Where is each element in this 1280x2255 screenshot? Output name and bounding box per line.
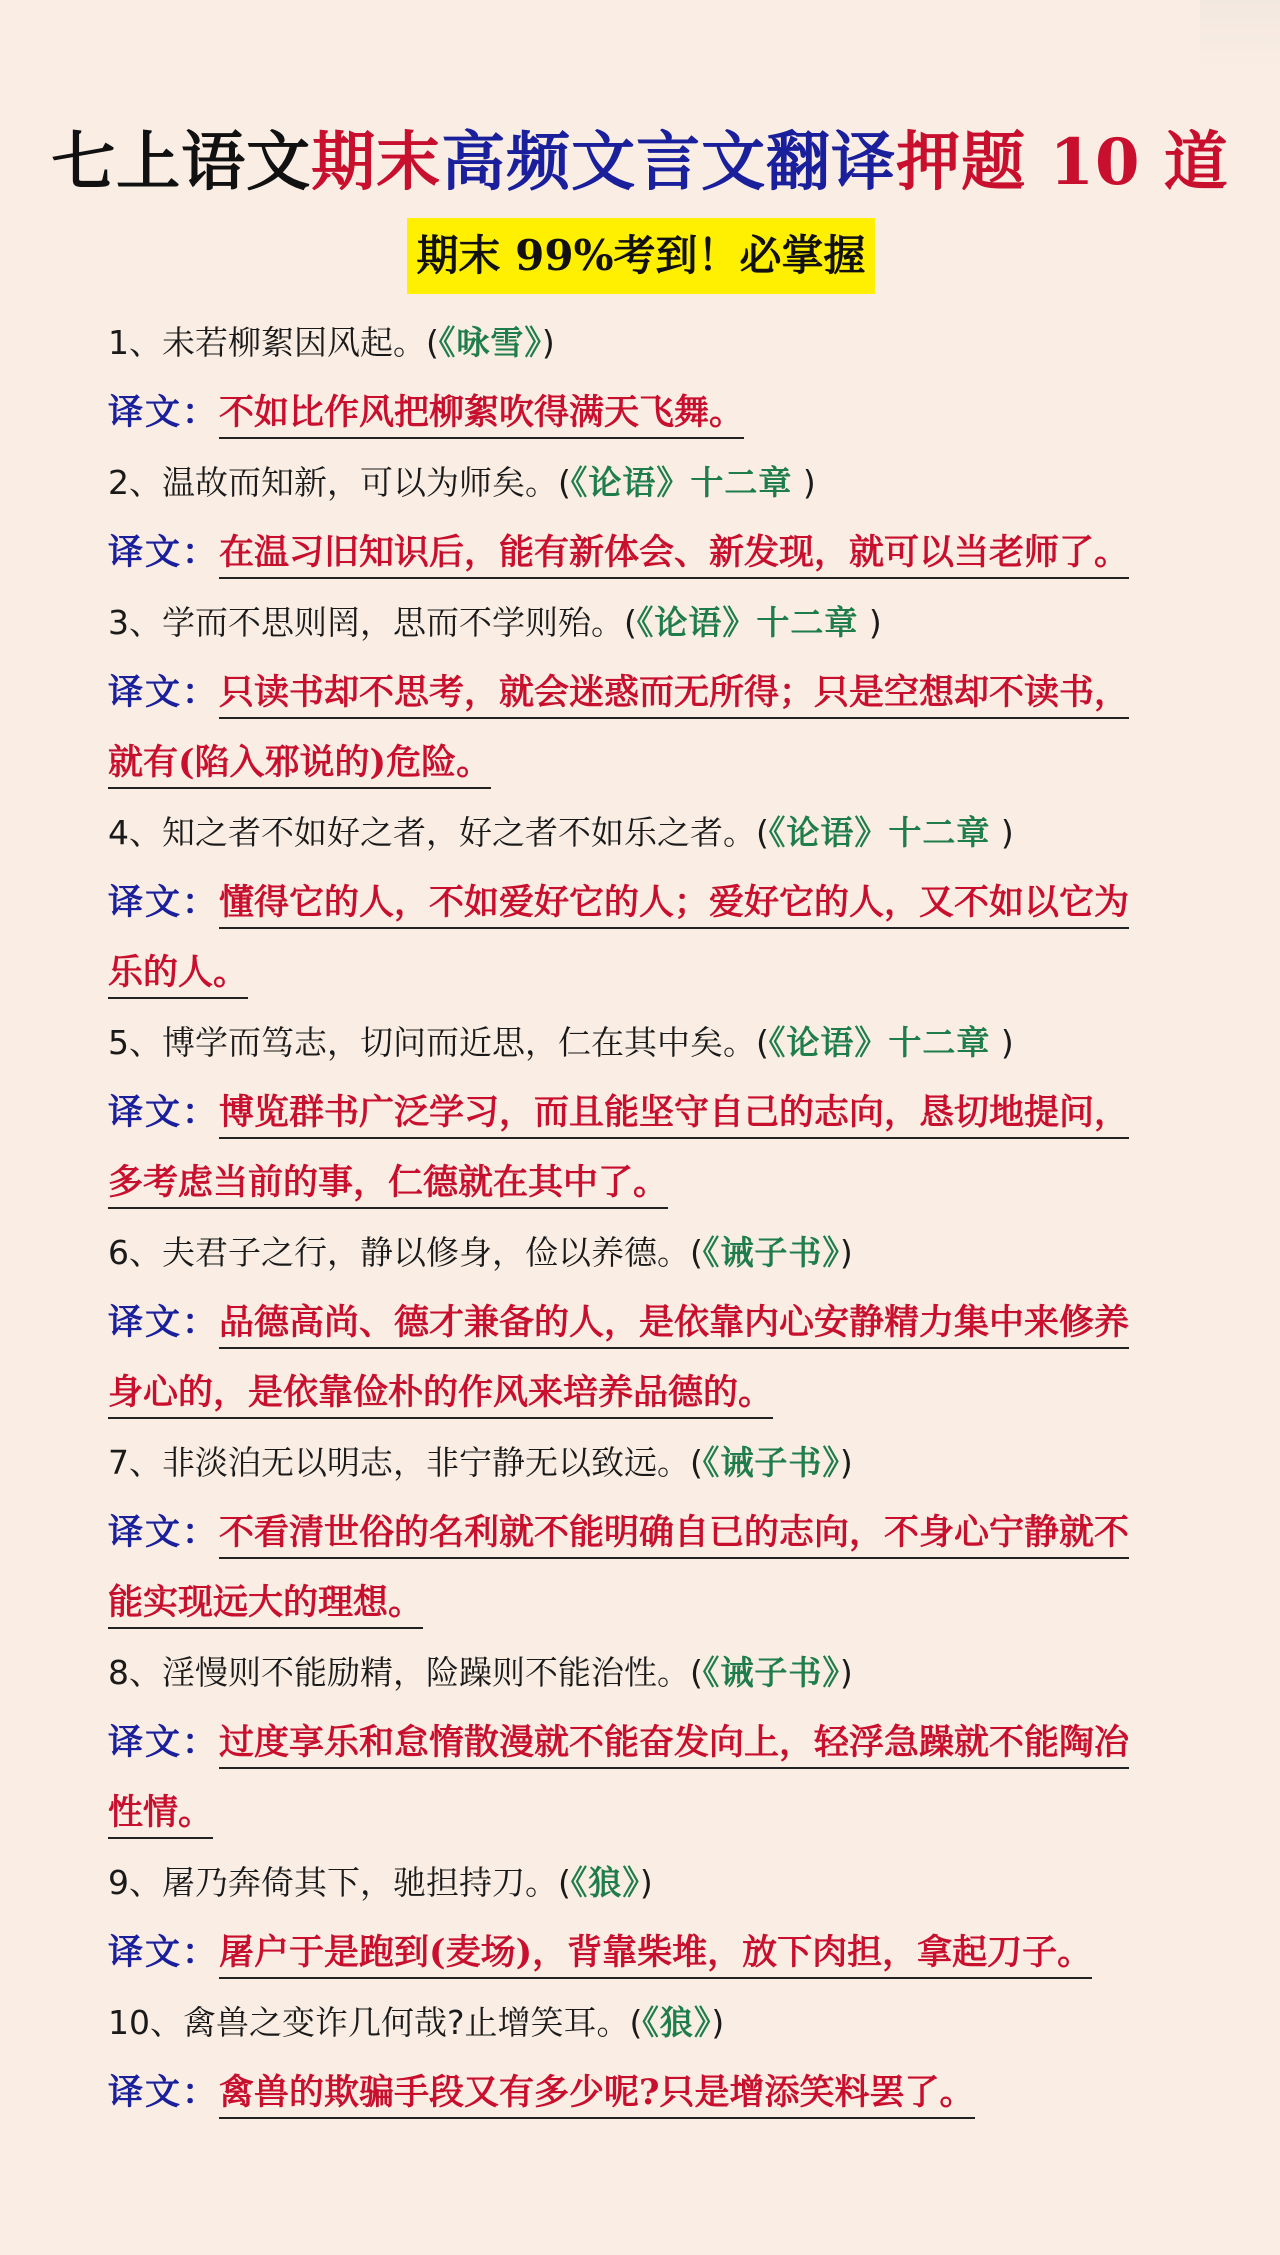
question-item [108, 1988, 1174, 2128]
question-close-paren: ) [858, 603, 882, 642]
translation-line [108, 868, 1174, 938]
question-item [108, 1638, 1174, 1848]
translation-label: 译文： [108, 1092, 220, 1133]
question-list [108, 308, 1174, 2128]
translation-line [108, 728, 1174, 798]
question-close-paren: ) [990, 813, 1014, 852]
question-text: 10、禽兽之变诈几何哉?止增笑耳。( [108, 2003, 643, 2042]
question-close-paren: ) [839, 1443, 853, 1482]
translation-block [108, 518, 1174, 588]
translation-text: 就有(陷入邪说的)危险。 [108, 742, 491, 789]
question-line [108, 308, 1174, 378]
question-line [108, 798, 1174, 868]
question-item [108, 798, 1174, 1008]
question-item [108, 1848, 1174, 1988]
translation-block [108, 2058, 1174, 2128]
source-title: 《论语》十二章 [768, 1023, 991, 1062]
question-text: 8、淫慢则不能励精，险躁则不能治性。( [108, 1653, 703, 1692]
translation-block [108, 1498, 1174, 1638]
question-text: 5、博学而笃志，切问而近思，仁在其中矣。( [108, 1023, 769, 1062]
translation-line [108, 2058, 1174, 2128]
translation-label: 译文： [108, 1722, 220, 1763]
translation-block [108, 378, 1174, 448]
translation-line [108, 1498, 1174, 1568]
translation-text: 屠户于是跑到(麦场)，背靠柴堆，放下肉担，拿起刀子。 [219, 1932, 1092, 1979]
translation-label: 译文： [108, 1512, 220, 1553]
translation-block [108, 1288, 1174, 1428]
question-close-paren: ) [792, 463, 816, 502]
question-item [108, 308, 1174, 448]
title-part-2: 期末 [311, 125, 442, 200]
source-title: 《诫子书》 [702, 1233, 840, 1272]
translation-block [108, 1078, 1174, 1218]
page-title [0, 118, 1280, 208]
question-line [108, 1008, 1174, 1078]
question-line [108, 1218, 1174, 1288]
translation-text: 能实现远大的理想。 [108, 1582, 423, 1629]
question-line [108, 588, 1174, 658]
translation-line [108, 1778, 1174, 1848]
translation-block [108, 1708, 1174, 1848]
question-item [108, 1218, 1174, 1428]
translation-line [108, 518, 1174, 588]
question-item [108, 588, 1174, 798]
translation-text: 禽兽的欺骗手段又有多少呢?只是增添笑料罢了。 [219, 2072, 975, 2119]
question-text: 1、未若柳絮因风起。( [108, 323, 439, 362]
translation-label: 译文： [108, 392, 220, 433]
question-item [108, 448, 1174, 588]
translation-line [108, 1918, 1174, 1988]
source-title: 《咏雪》 [438, 323, 542, 362]
translation-text: 不看清世俗的名利就不能明确自已的志向，不身心宁静就不 [219, 1512, 1129, 1559]
subtitle-container [0, 218, 1280, 294]
translation-line [108, 1568, 1174, 1638]
translation-block [108, 868, 1174, 1008]
question-text: 9、屠乃奔倚其下，驰担持刀。( [108, 1863, 571, 1902]
translation-label: 译文： [108, 882, 220, 923]
question-close-paren: ) [639, 1863, 653, 1902]
translation-text: 懂得它的人，不如爱好它的人；爱好它的人，又不如以它为 [219, 882, 1129, 929]
translation-text: 过度享乐和怠惰散漫就不能奋发向上，轻浮急躁就不能陶冶 [219, 1722, 1129, 1769]
source-title: 《论语》十二章 [570, 463, 793, 502]
translation-text: 在温习旧知识后，能有新体会、新发现，就可以当老师了。 [219, 532, 1129, 579]
translation-line [108, 1078, 1174, 1148]
subtitle-highlight: 期末 99%考到！必掌握 [407, 218, 876, 294]
translation-label: 译文： [108, 532, 220, 573]
translation-label: 译文： [108, 1932, 220, 1973]
translation-line [108, 1708, 1174, 1778]
translation-text: 性情。 [108, 1792, 213, 1839]
source-title: 《狼》 [642, 2003, 712, 2042]
translation-line [108, 1358, 1174, 1428]
translation-text: 只读书却不思考，就会迷惑而无所得；只是空想却不读书， [219, 672, 1129, 719]
question-close-paren: ) [839, 1233, 853, 1272]
question-text: 7、非淡泊无以明志，非宁静无以致远。( [108, 1443, 703, 1482]
translation-text: 品德高尚、德才兼备的人，是依靠内心安静精力集中来修养 [219, 1302, 1129, 1349]
source-title: 《狼》 [570, 1863, 640, 1902]
translation-label: 译文： [108, 2072, 220, 2113]
translation-line [108, 1288, 1174, 1358]
title-part-4: 押题 10 道 [896, 125, 1229, 200]
source-title: 《诫子书》 [702, 1653, 840, 1692]
question-text: 4、知之者不如好之者，好之者不如乐之者。( [108, 813, 769, 852]
question-line [108, 1848, 1174, 1918]
translation-block [108, 1918, 1174, 1988]
translation-text: 博览群书广泛学习，而且能坚守自己的志向，恳切地提问， [219, 1092, 1129, 1139]
translation-line [108, 658, 1174, 728]
title-part-3: 高频文言文翻译 [441, 125, 897, 200]
translation-label: 译文： [108, 1302, 220, 1343]
question-line [108, 1428, 1174, 1498]
translation-line [108, 378, 1174, 448]
question-close-paren: ) [541, 323, 555, 362]
corner-decoration [1200, 0, 1280, 70]
translation-text: 乐的人。 [108, 952, 248, 999]
source-title: 《论语》十二章 [768, 813, 991, 852]
question-text: 3、学而不思则罔，思而不学则殆。( [108, 603, 637, 642]
translation-block [108, 658, 1174, 798]
question-line [108, 448, 1174, 518]
question-item [108, 1428, 1174, 1638]
source-title: 《诫子书》 [702, 1443, 840, 1482]
translation-label: 译文： [108, 672, 220, 713]
question-item [108, 1008, 1174, 1218]
translation-line [108, 938, 1174, 1008]
question-text: 2、温故而知新，可以为师矣。( [108, 463, 571, 502]
translation-line [108, 1148, 1174, 1218]
question-close-paren: ) [990, 1023, 1014, 1062]
question-line [108, 1638, 1174, 1708]
question-close-paren: ) [711, 2003, 725, 2042]
title-part-1: 七上语文 [51, 125, 312, 200]
translation-text: 多考虑当前的事，仁德就在其中了。 [108, 1162, 668, 1209]
question-text: 6、夫君子之行，静以修身，俭以养德。( [108, 1233, 703, 1272]
translation-text: 身心的，是依靠俭朴的作风来培养品德的。 [108, 1372, 773, 1419]
translation-text: 不如比作风把柳絮吹得满天飞舞。 [219, 392, 744, 439]
question-close-paren: ) [839, 1653, 853, 1692]
question-line [108, 1988, 1174, 2058]
source-title: 《论语》十二章 [636, 603, 859, 642]
